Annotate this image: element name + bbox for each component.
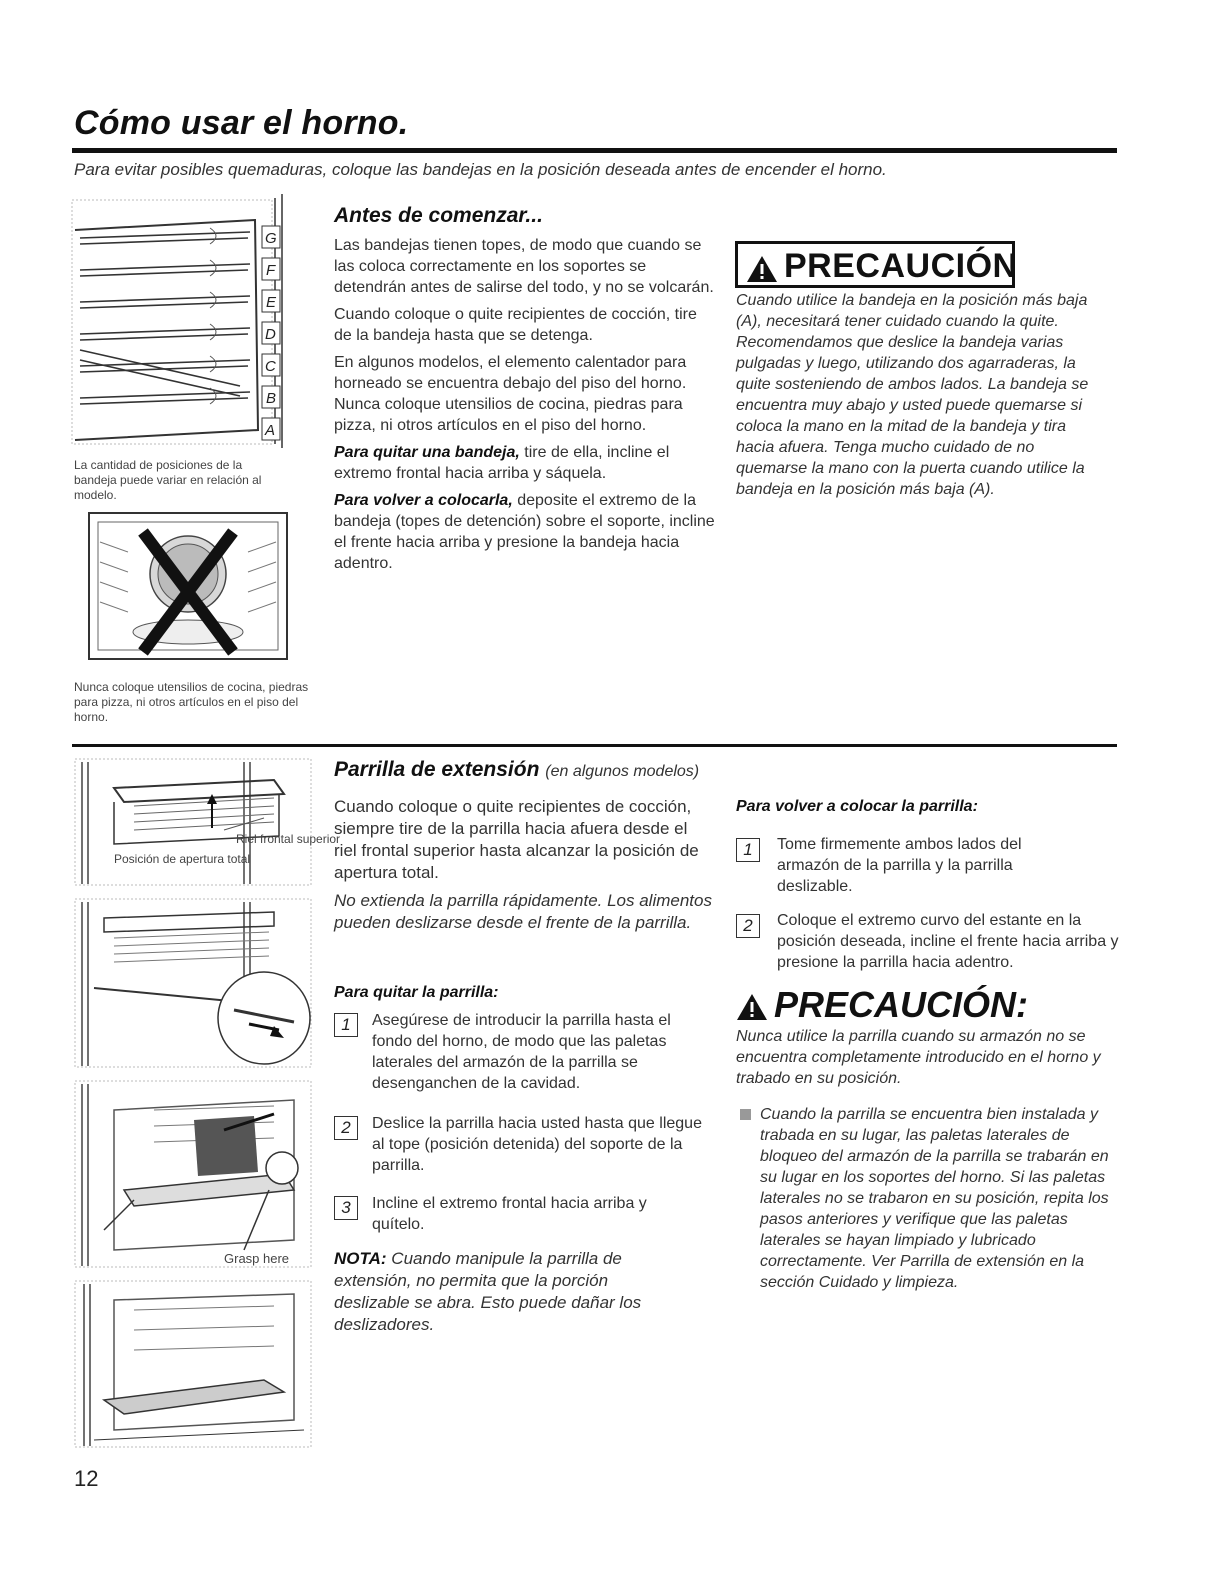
quitar-step-2-number: 2: [334, 1116, 358, 1140]
rack-positions-illustration: [70, 190, 290, 452]
oven-floor-caption: Nunca coloque utensilios de cocina, piedras para pizza, ni otros artículos en el piso del horno.: [74, 680, 309, 724]
section-divider: [72, 744, 1117, 747]
quitar-step-2: Deslice la parrilla hacia usted hasta que llegue al tope (posición detenida) del soporte de la parrilla.: [372, 1115, 702, 1174]
antes-paragraph-1: Las bandejas tienen topes, de modo que cuando se las coloca correctamente en los soportes se detendrán antes de salirse del todo, y no se volcarán.: [334, 237, 714, 296]
extension-rack-illustration-3: [74, 1080, 314, 1270]
volver-step-1-number: 1: [736, 838, 760, 862]
parrilla-section-title: [334, 758, 699, 782]
parrilla-title-note: (en algunos modelos): [545, 763, 700, 780]
antes-p4-text: tire de ella, incline el extremo frontal hacia arriba y sáquela.: [334, 444, 670, 482]
warning-triangle-icon: [736, 993, 768, 1021]
nota-lead: NOTA:: [334, 1249, 387, 1268]
volver-step-2-number: 2: [736, 914, 760, 938]
extension-rack-illustration-2: [74, 898, 314, 1070]
page-subtitle: Para evitar posibles quemaduras, coloque las bandejas en la posición deseada antes de encender el horno.: [74, 160, 887, 179]
antes-paragraph-2: Cuando coloque o quite recipientes de cocción, tire de la bandeja hasta que se detenga.: [334, 306, 697, 344]
title-divider: [72, 148, 1117, 153]
volver-step-1: Tome firmemente ambos lados del armazón de la parrilla y la parrilla deslizable.: [777, 836, 1022, 895]
parrilla-paragraph-2: No extienda la parrilla rápidamente. Los alimentos pueden deslizarse desde el frente de la parrilla.: [334, 891, 712, 932]
antes-paragraph-4: [334, 442, 716, 484]
quitar-step-3-number: 3: [334, 1196, 358, 1220]
grasp-label: Grasp here: [224, 1251, 290, 1266]
volver-step-2: Coloque el extremo curvo del estante en la posición deseada, incline el frente hacia arriba y presione la parrilla hacia adentro.: [777, 912, 1119, 971]
rack-label-b: B: [266, 390, 277, 407]
antes-paragraph-3: En algunos modelos, el elemento calentador para horneado se encuentra debajo del piso del horno. Nunca coloque utensilios de cocina, piedras para pizza, ni otros artículos en el piso del horno.: [334, 354, 687, 434]
caution-2-text: Nunca utilice la parrilla cuando su armazón no se encuentra completamente introducido en el horno y trabado en su posición.: [736, 1028, 1101, 1087]
caution-2-bullet: Cuando la parrilla se encuentra bien instalada y trabada en su lugar, las paletas laterales de bloqueo del armazón de la parrilla se trabarán en su lugar en los soportes del horno. Si las paletas laterales no se trabaron en su posición, repita los pasos anteriores y verifique que las paletas laterales se hayan limpiado y lubricado correctamente. Ver Parrilla de extensión en la sección Cuidado y limpieza.: [760, 1106, 1109, 1291]
rack-label-d: D: [265, 326, 276, 343]
page-title: Cómo usar el horno.: [74, 104, 409, 142]
open-position-label: Posición de apertura total: [114, 852, 251, 866]
antes-p5-lead: Para volver a colocarla,: [334, 492, 513, 509]
parrilla-title-text: Parrilla de extensión: [334, 758, 540, 781]
warning-triangle-icon: [746, 255, 778, 283]
caution-heading: PRECAUCIÓN: [784, 247, 1018, 285]
rail-label: Riel frontal superior: [236, 832, 341, 846]
antes-paragraph-5: [334, 490, 716, 574]
nota-text: Cuando manipule la parrilla de extensión, no permita que la porción deslizable se abra. Esto puede dañar los deslizadores.: [334, 1249, 642, 1334]
caution-2-heading: [736, 984, 1028, 1026]
extension-rack-illustration-4: [74, 1280, 314, 1450]
extension-rack-illustration-1: [74, 758, 341, 888]
caution-2-word: PRECAUCIÓN:: [774, 984, 1029, 1025]
quitar-step-3: Incline el extremo frontal hacia arriba y quítelo.: [372, 1195, 647, 1233]
rack-label-g: G: [265, 230, 277, 247]
bullet-square-icon: [740, 1109, 751, 1120]
rack-label-a: A: [265, 422, 276, 439]
quitar-step-1: Asegúrese de introducir la parrilla hasta el fondo del horno, de modo que las paletas laterales del armazón de la parrilla se desenganchen de la cavidad.: [372, 1012, 671, 1092]
quitar-heading: Para quitar la parrilla:: [334, 984, 499, 1001]
parrilla-paragraph-1: Cuando coloque o quite recipientes de cocción, siempre tire de la parrilla hacia afuera desde el riel frontal superior hasta alcanzar la posición de apertura total.: [334, 797, 699, 882]
antes-section-title: Antes de comenzar...: [334, 204, 543, 227]
rack-label-c: C: [265, 358, 276, 375]
quitar-step-1-number: 1: [334, 1013, 358, 1037]
antes-p5-text: deposite el extremo de la bandeja (topes de detención) sobre el soporte, incline el frente hacia arriba y presione la bandeja hacia adentro.: [334, 492, 715, 572]
rack-label-e: E: [266, 294, 277, 311]
rack-label-f: F: [266, 262, 276, 279]
rack-positions-caption: La cantidad de posiciones de la bandeja puede variar en relación al modelo.: [74, 458, 262, 502]
page-number: 12: [74, 1466, 99, 1491]
caution-text: Cuando utilice la bandeja en la posición más baja (A), necesitará tener cuidado cuando la quite. Recomendamos que deslice la bandeja varias pulgadas y luego, utilizando dos agarraderas, la quite sosteniendo de ambos lados. La bandeja se encuentra muy abajo y usted puede quemarse si coloca la mano en la mitad de la bandeja y tira hacia afuera. Tenga mucho cuidado de no quemarse la mano con la puerta cuando utilice la bandeja en la posición más baja (A).: [736, 292, 1089, 498]
antes-p4-lead: Para quitar una bandeja,: [334, 444, 520, 461]
nota: [334, 1248, 684, 1342]
antes-body: [334, 235, 716, 580]
volver-heading: Para volver a colocar la parrilla:: [736, 798, 978, 815]
caution-box: [735, 241, 1018, 288]
oven-floor-illustration: [88, 512, 290, 662]
parrilla-intro: [334, 796, 714, 940]
